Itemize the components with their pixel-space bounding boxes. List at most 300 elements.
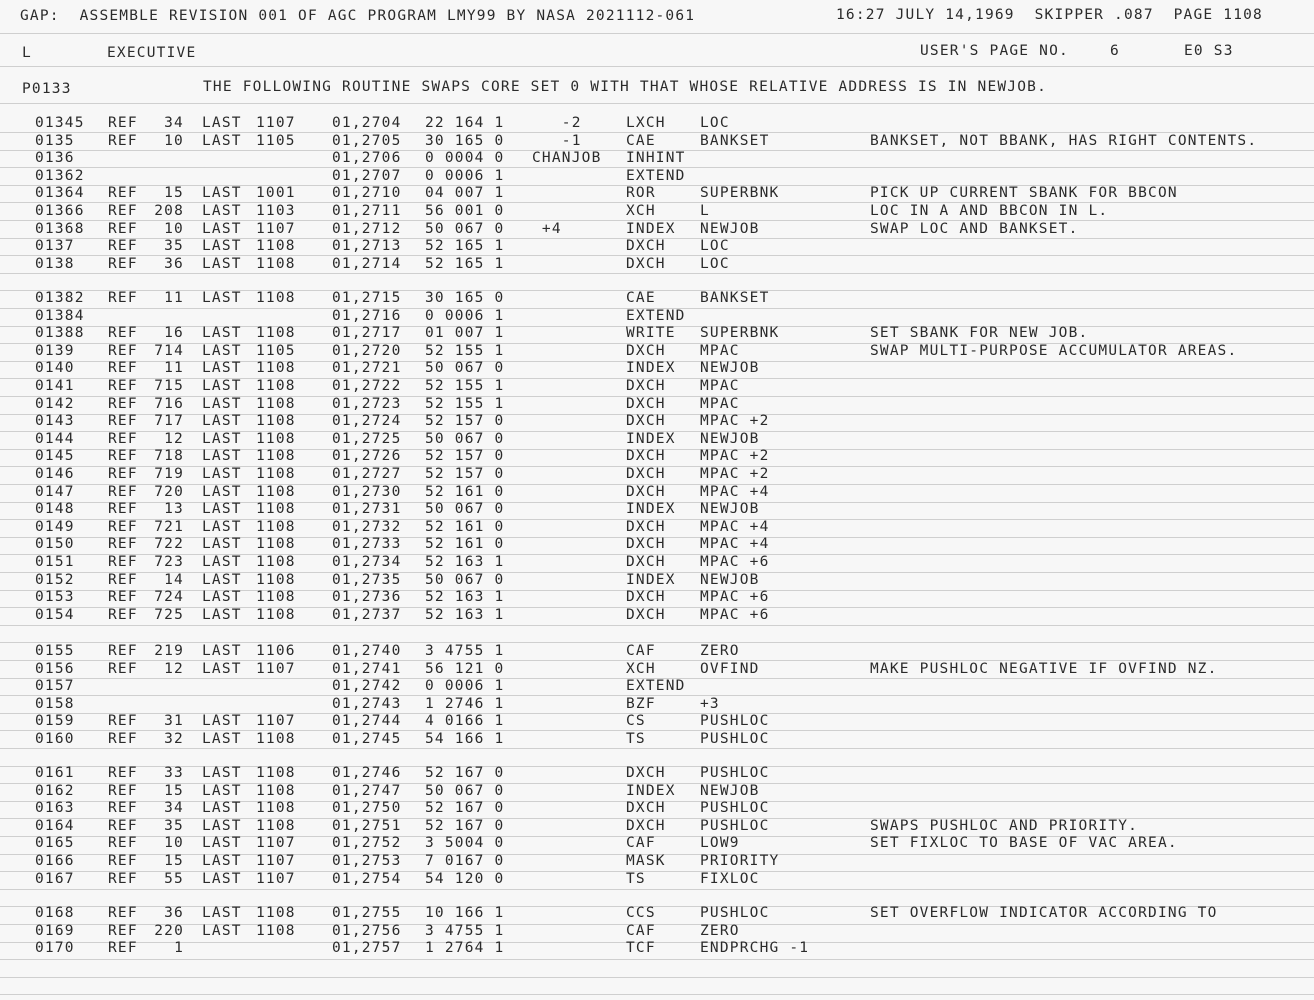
operand: MPAC bbox=[700, 395, 740, 412]
last-page: 1108 bbox=[256, 518, 296, 535]
line-number: 0149 bbox=[35, 518, 75, 535]
line-number: 0159 bbox=[35, 713, 75, 730]
operand: PUSHLOC bbox=[700, 800, 770, 817]
octal-word: 52 157 0 bbox=[425, 413, 505, 430]
octal-word: 52 157 0 bbox=[425, 466, 505, 482]
last-keyword: LAST bbox=[202, 905, 242, 921]
opcode: CAF bbox=[626, 922, 656, 939]
ref-count: 33 bbox=[164, 765, 184, 781]
line-number: 0167 bbox=[35, 870, 75, 887]
ref-count: 31 bbox=[164, 713, 184, 730]
address: 01,2736 bbox=[332, 589, 402, 606]
ref-count: 11 bbox=[164, 290, 184, 306]
line-number: 0157 bbox=[35, 678, 75, 695]
listing-row bbox=[0, 396, 1314, 414]
last-keyword: LAST bbox=[202, 782, 242, 799]
ref-count: 725 bbox=[154, 606, 184, 623]
section-title: EXECUTIVE bbox=[107, 45, 197, 61]
last-page: 1108 bbox=[256, 290, 296, 306]
listing-row bbox=[0, 466, 1314, 484]
last-keyword: LAST bbox=[202, 643, 242, 659]
listing-row bbox=[0, 238, 1314, 256]
paper-rule-line bbox=[0, 103, 1314, 104]
ref-count: 34 bbox=[164, 115, 184, 131]
comment: LOC IN A AND BBCON IN L. bbox=[870, 203, 1109, 219]
line-number: 0152 bbox=[35, 571, 75, 588]
operand: ENDPRCHG -1 bbox=[700, 940, 810, 957]
ref-count: 10 bbox=[164, 132, 184, 149]
e-s-indicator: E0 S3 bbox=[1184, 43, 1234, 59]
last-keyword: LAST bbox=[202, 115, 242, 131]
listing-row bbox=[0, 800, 1314, 818]
address: 01,2707 bbox=[332, 167, 402, 184]
octal-word: 50 067 0 bbox=[425, 571, 505, 588]
opcode: INDEX bbox=[626, 501, 676, 518]
octal-word: 54 166 1 bbox=[425, 731, 505, 747]
listing-row bbox=[0, 221, 1314, 239]
octal-word: 3 4755 1 bbox=[425, 922, 505, 939]
operand: PUSHLOC bbox=[700, 765, 770, 781]
users-page-label: USER'S PAGE NO. bbox=[920, 43, 1069, 59]
listing-row bbox=[0, 765, 1314, 783]
operand: MPAC bbox=[700, 342, 740, 359]
last-page: 1108 bbox=[256, 430, 296, 447]
last-page: 1108 bbox=[256, 378, 296, 394]
octal-word: 7 0167 0 bbox=[425, 853, 505, 869]
operand: NEWJOB bbox=[700, 782, 760, 799]
last-keyword: LAST bbox=[202, 713, 242, 730]
opcode: DXCH bbox=[626, 554, 666, 570]
ref-count: 35 bbox=[164, 817, 184, 834]
paper-rule-line bbox=[0, 33, 1314, 34]
octal-word: 4 0166 1 bbox=[425, 713, 505, 730]
section-code: L bbox=[22, 45, 32, 61]
listing-row bbox=[0, 871, 1314, 889]
ref-keyword: REF bbox=[108, 606, 138, 623]
opcode: DXCH bbox=[626, 765, 666, 781]
last-page: 1107 bbox=[256, 853, 296, 869]
operand: BANKSET bbox=[700, 290, 770, 306]
last-keyword: LAST bbox=[202, 220, 242, 237]
opcode: CAF bbox=[626, 643, 656, 659]
comment: SET SBANK FOR NEW JOB. bbox=[870, 325, 1089, 342]
octal-word: 52 163 1 bbox=[425, 606, 505, 623]
listing-row bbox=[0, 290, 1314, 308]
operand: OVFIND bbox=[700, 660, 760, 677]
address: 01,2750 bbox=[332, 800, 402, 817]
last-page: 1108 bbox=[256, 731, 296, 747]
operand: MPAC +4 bbox=[700, 536, 770, 553]
operand: LOW9 bbox=[700, 835, 740, 852]
ref-count: 32 bbox=[164, 731, 184, 747]
opcode: DXCH bbox=[626, 238, 666, 255]
octal-word: 52 163 1 bbox=[425, 554, 505, 570]
listing-row bbox=[0, 168, 1314, 186]
octal-word: 22 164 1 bbox=[425, 115, 505, 131]
ref-keyword: REF bbox=[108, 501, 138, 518]
line-number: 01362 bbox=[35, 167, 85, 184]
ref-count: 35 bbox=[164, 238, 184, 255]
ref-keyword: REF bbox=[108, 589, 138, 606]
octal-word: 50 067 0 bbox=[425, 782, 505, 799]
opcode: ROR bbox=[626, 185, 656, 202]
line-number: 0148 bbox=[35, 501, 75, 518]
users-page-number: 6 bbox=[1110, 43, 1120, 59]
intro-comment: THE FOLLOWING ROUTINE SWAPS CORE SET 0 WITH THAT WHOSE RELATIVE ADDRESS IS IN NEWJOB. bbox=[203, 79, 1048, 95]
opcode: DXCH bbox=[626, 378, 666, 394]
last-keyword: LAST bbox=[202, 413, 242, 430]
line-number: 0150 bbox=[35, 536, 75, 553]
operand: FIXLOC bbox=[700, 870, 760, 887]
last-keyword: LAST bbox=[202, 660, 242, 677]
ref-keyword: REF bbox=[108, 782, 138, 799]
ref-count: 715 bbox=[154, 378, 184, 394]
last-keyword: LAST bbox=[202, 238, 242, 255]
ref-keyword: REF bbox=[108, 115, 138, 131]
last-page: 1103 bbox=[256, 203, 296, 219]
address: 01,2747 bbox=[332, 782, 402, 799]
operand: NEWJOB bbox=[700, 360, 760, 377]
operand: MPAC +6 bbox=[700, 554, 770, 570]
comment: SWAP LOC AND BANKSET. bbox=[870, 220, 1079, 237]
address: 01,2710 bbox=[332, 185, 402, 202]
listing-row bbox=[0, 431, 1314, 449]
address: 01,2733 bbox=[332, 536, 402, 553]
ref-count: 14 bbox=[164, 571, 184, 588]
octal-word: 50 067 0 bbox=[425, 220, 505, 237]
opcode: TS bbox=[626, 731, 646, 747]
last-keyword: LAST bbox=[202, 853, 242, 869]
last-page: 1107 bbox=[256, 870, 296, 887]
listing-row bbox=[0, 713, 1314, 731]
ref-count: 720 bbox=[154, 483, 184, 500]
ref-keyword: REF bbox=[108, 660, 138, 677]
octal-word: 52 163 1 bbox=[425, 589, 505, 606]
operand: SUPERBNK bbox=[700, 185, 780, 202]
operand: ZERO bbox=[700, 922, 740, 939]
last-page: 1108 bbox=[256, 817, 296, 834]
opcode: DXCH bbox=[626, 606, 666, 623]
octal-word: 01 007 1 bbox=[425, 325, 505, 342]
octal-word: 30 165 0 bbox=[425, 290, 505, 306]
ref-keyword: REF bbox=[108, 185, 138, 202]
listing-row bbox=[0, 731, 1314, 749]
address: 01,2741 bbox=[332, 660, 402, 677]
address: 01,2742 bbox=[332, 678, 402, 695]
line-number: 0165 bbox=[35, 835, 75, 852]
last-keyword: LAST bbox=[202, 870, 242, 887]
line-number: 01366 bbox=[35, 203, 85, 219]
line-number: 0154 bbox=[35, 606, 75, 623]
address: 01,2725 bbox=[332, 430, 402, 447]
opcode: XCH bbox=[626, 660, 656, 677]
opcode: INDEX bbox=[626, 782, 676, 799]
paper-rule-line bbox=[0, 625, 1314, 626]
last-keyword: LAST bbox=[202, 835, 242, 852]
line-number: 0160 bbox=[35, 731, 75, 747]
line-number: 0137 bbox=[35, 238, 75, 255]
operand: MPAC +2 bbox=[700, 413, 770, 430]
octal-word: 52 157 0 bbox=[425, 448, 505, 465]
listing-row bbox=[0, 853, 1314, 871]
listing-row bbox=[0, 413, 1314, 431]
ref-keyword: REF bbox=[108, 713, 138, 730]
operand: PUSHLOC bbox=[700, 731, 770, 747]
octal-word: 52 165 1 bbox=[425, 255, 505, 272]
line-number: 0153 bbox=[35, 589, 75, 606]
listing-row bbox=[0, 554, 1314, 572]
address: 01,2724 bbox=[332, 413, 402, 430]
label: +4 bbox=[532, 220, 562, 237]
operand: PUSHLOC bbox=[700, 905, 770, 921]
ref-count: 723 bbox=[154, 554, 184, 570]
listing-row bbox=[0, 325, 1314, 343]
operand: NEWJOB bbox=[700, 220, 760, 237]
line-number: 0136 bbox=[35, 150, 75, 167]
ref-count: 721 bbox=[154, 518, 184, 535]
line-number: 01384 bbox=[35, 307, 85, 324]
opcode: DXCH bbox=[626, 395, 666, 412]
operand: MPAC +4 bbox=[700, 483, 770, 500]
ref-keyword: REF bbox=[108, 870, 138, 887]
ref-keyword: REF bbox=[108, 765, 138, 781]
listing-row bbox=[0, 536, 1314, 554]
ref-keyword: REF bbox=[108, 905, 138, 921]
opcode: CAF bbox=[626, 835, 656, 852]
address: 01,2712 bbox=[332, 220, 402, 237]
opcode: CAE bbox=[626, 290, 656, 306]
comment: SWAPS PUSHLOC AND PRIORITY. bbox=[870, 817, 1139, 834]
ref-keyword: REF bbox=[108, 466, 138, 482]
comment: SWAP MULTI-PURPOSE ACCUMULATOR AREAS. bbox=[870, 342, 1238, 359]
listing-row bbox=[0, 678, 1314, 696]
last-page: 1105 bbox=[256, 132, 296, 149]
listing-row bbox=[0, 203, 1314, 221]
last-keyword: LAST bbox=[202, 448, 242, 465]
opcode: XCH bbox=[626, 203, 656, 219]
last-keyword: LAST bbox=[202, 325, 242, 342]
address: 01,2726 bbox=[332, 448, 402, 465]
opcode: INDEX bbox=[626, 220, 676, 237]
operand: PRIORITY bbox=[700, 853, 780, 869]
listing-row bbox=[0, 448, 1314, 466]
ref-count: 36 bbox=[164, 905, 184, 921]
ref-count: 219 bbox=[154, 643, 184, 659]
last-page: 1108 bbox=[256, 238, 296, 255]
operand: PUSHLOC bbox=[700, 713, 770, 730]
operand: ZERO bbox=[700, 643, 740, 659]
address: 01,2752 bbox=[332, 835, 402, 852]
last-page: 1105 bbox=[256, 342, 296, 359]
octal-word: 50 067 0 bbox=[425, 360, 505, 377]
last-page: 1108 bbox=[256, 395, 296, 412]
ref-keyword: REF bbox=[108, 238, 138, 255]
line-number: 01388 bbox=[35, 325, 85, 342]
ref-count: 724 bbox=[154, 589, 184, 606]
listing-row bbox=[0, 940, 1314, 958]
ref-count: 722 bbox=[154, 536, 184, 553]
opcode: CS bbox=[626, 713, 646, 730]
last-page: 1108 bbox=[256, 554, 296, 570]
opcode: BZF bbox=[626, 695, 656, 712]
last-page: 1108 bbox=[256, 782, 296, 799]
ref-count: 55 bbox=[164, 870, 184, 887]
line-number: 0143 bbox=[35, 413, 75, 430]
ref-count: 16 bbox=[164, 325, 184, 342]
last-keyword: LAST bbox=[202, 255, 242, 272]
ref-count: 714 bbox=[154, 342, 184, 359]
octal-word: 52 161 0 bbox=[425, 536, 505, 553]
opcode: TS bbox=[626, 870, 646, 887]
last-keyword: LAST bbox=[202, 185, 242, 202]
header-timestamp: 16:27 JULY 14,1969 SKIPPER .087 PAGE 1108 bbox=[836, 7, 1263, 23]
octal-word: 52 161 0 bbox=[425, 518, 505, 535]
octal-word: 3 5004 0 bbox=[425, 835, 505, 852]
address: 01,2734 bbox=[332, 554, 402, 570]
comment: PICK UP CURRENT SBANK FOR BBCON bbox=[870, 185, 1178, 202]
octal-word: 52 155 1 bbox=[425, 378, 505, 394]
octal-word: 52 167 0 bbox=[425, 800, 505, 817]
opcode: DXCH bbox=[626, 589, 666, 606]
last-keyword: LAST bbox=[202, 501, 242, 518]
address: 01,2723 bbox=[332, 395, 402, 412]
last-keyword: LAST bbox=[202, 765, 242, 781]
line-number: 0166 bbox=[35, 853, 75, 869]
operand: LOC bbox=[700, 238, 730, 255]
opcode: WRITE bbox=[626, 325, 676, 342]
ref-keyword: REF bbox=[108, 448, 138, 465]
last-keyword: LAST bbox=[202, 483, 242, 500]
line-number: 0161 bbox=[35, 765, 75, 781]
octal-word: 50 067 0 bbox=[425, 501, 505, 518]
line-number: 0164 bbox=[35, 817, 75, 834]
address: 01,2755 bbox=[332, 905, 402, 921]
listing-row bbox=[0, 343, 1314, 361]
ref-count: 34 bbox=[164, 800, 184, 817]
last-keyword: LAST bbox=[202, 922, 242, 939]
line-number: 0168 bbox=[35, 905, 75, 921]
opcode: INHINT bbox=[626, 150, 686, 167]
listing-row bbox=[0, 115, 1314, 133]
last-page: 1108 bbox=[256, 905, 296, 921]
address: 01,2721 bbox=[332, 360, 402, 377]
address: 01,2715 bbox=[332, 290, 402, 306]
opcode: DXCH bbox=[626, 518, 666, 535]
ref-keyword: REF bbox=[108, 132, 138, 149]
address: 01,2732 bbox=[332, 518, 402, 535]
address: 01,2737 bbox=[332, 606, 402, 623]
line-number: 0140 bbox=[35, 360, 75, 377]
intro-line-number: P0133 bbox=[22, 81, 72, 97]
line-number: 0162 bbox=[35, 782, 75, 799]
ref-keyword: REF bbox=[108, 835, 138, 852]
line-number: 0139 bbox=[35, 342, 75, 359]
address: 01,2717 bbox=[332, 325, 402, 342]
last-keyword: LAST bbox=[202, 378, 242, 394]
listing-row bbox=[0, 256, 1314, 274]
octal-word: 52 167 0 bbox=[425, 817, 505, 834]
address: 01,2754 bbox=[332, 870, 402, 887]
ref-keyword: REF bbox=[108, 378, 138, 394]
last-page: 1106 bbox=[256, 643, 296, 659]
octal-word: 52 155 1 bbox=[425, 342, 505, 359]
opcode: INDEX bbox=[626, 360, 676, 377]
octal-word: 52 167 0 bbox=[425, 765, 505, 781]
address: 01,2704 bbox=[332, 115, 402, 131]
ref-keyword: REF bbox=[108, 220, 138, 237]
last-keyword: LAST bbox=[202, 290, 242, 306]
comment: MAKE PUSHLOC NEGATIVE IF OVFIND NZ. bbox=[870, 660, 1218, 677]
comment: SET OVERFLOW INDICATOR ACCORDING TO bbox=[870, 905, 1218, 921]
ref-count: 11 bbox=[164, 360, 184, 377]
octal-word: 30 165 0 bbox=[425, 132, 505, 149]
operand: MPAC +4 bbox=[700, 518, 770, 535]
address: 01,2706 bbox=[332, 150, 402, 167]
line-number: 0163 bbox=[35, 800, 75, 817]
last-page: 1108 bbox=[256, 800, 296, 817]
last-keyword: LAST bbox=[202, 430, 242, 447]
ref-count: 719 bbox=[154, 466, 184, 482]
address: 01,2731 bbox=[332, 501, 402, 518]
opcode: EXTEND bbox=[626, 678, 686, 695]
last-keyword: LAST bbox=[202, 466, 242, 482]
last-page: 1108 bbox=[256, 360, 296, 377]
address: 01,2727 bbox=[332, 466, 402, 482]
line-number: 0141 bbox=[35, 378, 75, 394]
ref-count: 220 bbox=[154, 922, 184, 939]
operand: MPAC +6 bbox=[700, 589, 770, 606]
last-keyword: LAST bbox=[202, 589, 242, 606]
listing-row bbox=[0, 484, 1314, 502]
octal-word: 56 121 0 bbox=[425, 660, 505, 677]
ref-count: 15 bbox=[164, 782, 184, 799]
listing-row bbox=[0, 133, 1314, 151]
operand: NEWJOB bbox=[700, 501, 760, 518]
address: 01,2746 bbox=[332, 765, 402, 781]
last-page: 1108 bbox=[256, 589, 296, 606]
paper-rule-line bbox=[0, 994, 1314, 995]
last-page: 1001 bbox=[256, 185, 296, 202]
line-number: 0151 bbox=[35, 554, 75, 570]
address: 01,2756 bbox=[332, 922, 402, 939]
address: 01,2720 bbox=[332, 342, 402, 359]
ref-keyword: REF bbox=[108, 395, 138, 412]
ref-keyword: REF bbox=[108, 413, 138, 430]
address: 01,2730 bbox=[332, 483, 402, 500]
opcode: MASK bbox=[626, 853, 666, 869]
operand: MPAC +2 bbox=[700, 466, 770, 482]
octal-word: 52 165 1 bbox=[425, 238, 505, 255]
address: 01,2753 bbox=[332, 853, 402, 869]
operand: BANKSET bbox=[700, 132, 770, 149]
ref-count: 716 bbox=[154, 395, 184, 412]
octal-word: 0 0006 1 bbox=[425, 307, 505, 324]
opcode: DXCH bbox=[626, 413, 666, 430]
last-keyword: LAST bbox=[202, 518, 242, 535]
last-page: 1108 bbox=[256, 466, 296, 482]
paper-rule-line bbox=[0, 889, 1314, 890]
octal-word: 1 2746 1 bbox=[425, 695, 505, 712]
last-page: 1108 bbox=[256, 483, 296, 500]
ref-count: 718 bbox=[154, 448, 184, 465]
ref-count: 36 bbox=[164, 255, 184, 272]
opcode: DXCH bbox=[626, 255, 666, 272]
ref-count: 15 bbox=[164, 185, 184, 202]
last-page: 1108 bbox=[256, 325, 296, 342]
opcode: DXCH bbox=[626, 800, 666, 817]
opcode: TCF bbox=[626, 940, 656, 957]
ref-keyword: REF bbox=[108, 800, 138, 817]
